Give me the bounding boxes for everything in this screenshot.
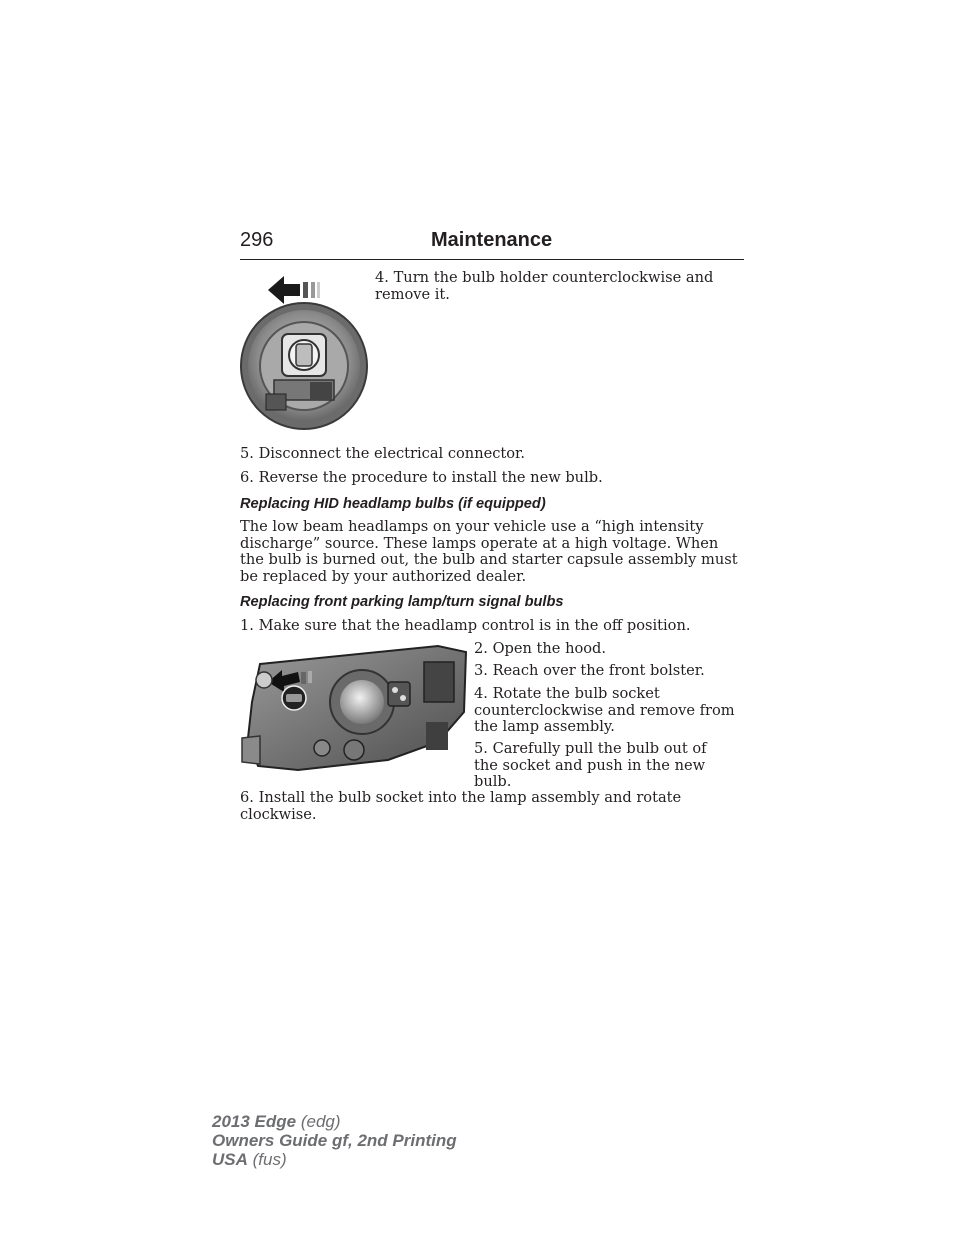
hid-heading: Replacing HID headlamp bulbs (if equipped) (240, 496, 546, 512)
footer-market-code: (fus) (247, 1150, 287, 1169)
parking-step-6: 6. Install the bulb socket into the lamp assembly and rotate clockwise. (240, 789, 682, 823)
parking-step-5: 5. Carefully pull the bulb out of the socket and push in the new bulb. (474, 740, 707, 790)
footer-market: USA (212, 1150, 248, 1169)
parking-step-4: 4. Rotate the bulb socket counterclockwise and remove from the lamp assembly. (474, 685, 735, 735)
bulb-holder-rotate-icon (238, 270, 370, 432)
step-4-turn-holder: 4. Turn the bulb holder counterclockwise and remove it. (375, 269, 714, 303)
hid-paragraph: The low beam headlamps on your vehicle use a “high intensity discharge” source. These lamps operate at a high voltage. When the bulb is burned out, the bulb and starter capsule assembly must be replaced by your authorized dealer. (240, 518, 738, 585)
footer-line-3 (212, 1150, 457, 1169)
section-title: Maintenance (431, 229, 553, 251)
header-rule (240, 259, 744, 260)
headlamp-assembly-socket-icon (238, 642, 470, 776)
parking-step-1: 1. Make sure that the headlamp control is in the off position. (240, 617, 691, 634)
bulb-holder-figure (238, 270, 370, 432)
footer-line-2 (212, 1131, 457, 1150)
parking-step-2: 2. Open the hood. (474, 640, 607, 657)
parking-step-3: 3. Reach over the front bolster. (474, 662, 705, 679)
footer-line-1 (212, 1112, 457, 1131)
page-number: 296 (240, 229, 274, 251)
footer-model-code: (edg) (296, 1112, 341, 1131)
footer-model: 2013 Edge (212, 1112, 297, 1131)
parking-heading: Replacing front parking lamp/turn signal bulbs (240, 594, 564, 610)
step-6-reverse: 6. Reverse the procedure to install the new bulb. (240, 469, 603, 486)
headlamp-assembly-figure (238, 642, 470, 776)
step-5-disconnect: 5. Disconnect the electrical connector. (240, 445, 526, 462)
footer-print-info (212, 1112, 457, 1169)
footer-guide: Owners Guide gf, 2nd Printing (212, 1131, 457, 1150)
